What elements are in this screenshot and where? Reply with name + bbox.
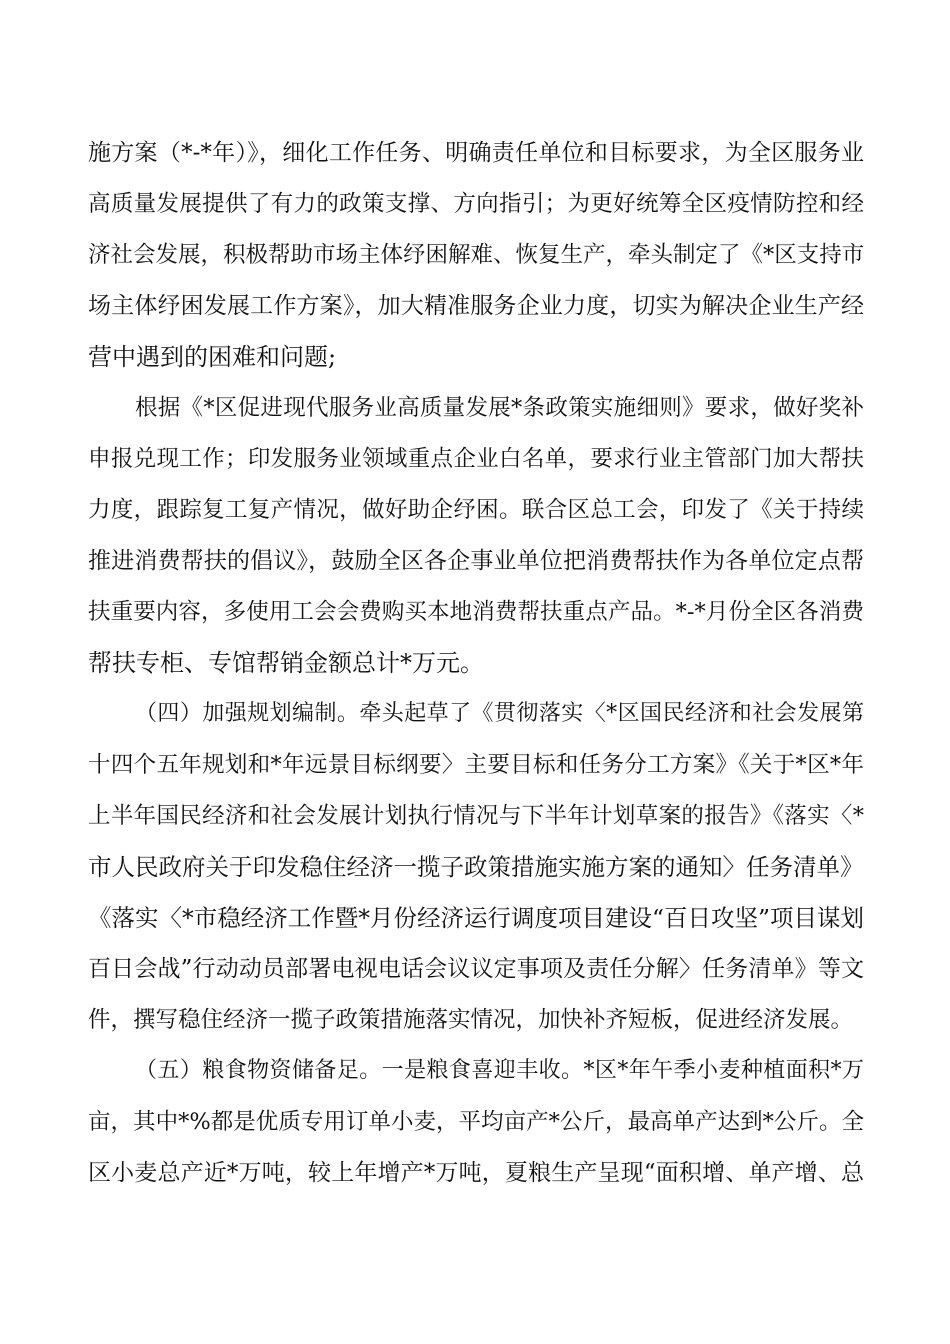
paragraph-first-line: （五）粮食物资储备足。一是粮食喜迎丰收。*区*年午季小麦种植面积*万 xyxy=(135,1058,864,1083)
text-line: 件，撰写稳住经济一揽子政策措施落实情况，加快补齐短板，促进经济发展。 xyxy=(88,1007,854,1033)
text-line: 十四个五年规划和*年远景目标纲要〉主要目标和任务分工方案》《关于*区*年 xyxy=(88,752,864,778)
text-line: 推进消费帮扶的倡议》，鼓励全区各企事业单位把消费帮扶作为各单位定点帮 xyxy=(88,548,864,574)
text-line: 申报兑现工作；印发服务业领域重点企业白名单，要求行业主管部门加大帮扶 xyxy=(88,446,864,472)
text-line: 扶重要内容，多使用工会会费购买本地消费帮扶重点产品。*-*月份全区各消费 xyxy=(88,599,864,625)
text-line: 济社会发展，积极帮助市场主体纾困解难、恢复生产，牵头制定了《*区支持市 xyxy=(88,242,865,268)
text-line: 高质量发展提供了有力的政策支撑、方向指引；为更好统筹全区疫情防控和经 xyxy=(88,191,864,217)
text-line: 帮扶专柜、专馆帮销金额总计*万元。 xyxy=(88,649,484,677)
text-line: 亩，其中*%都是优质专用订单小麦，平均亩产*公斤，最高单产达到*公斤。全 xyxy=(88,1109,864,1135)
text-line: 百日会战”行动动员部署电视电话会议议定事项及责任分解〉任务清单》等文 xyxy=(88,956,864,982)
text-line: 区小麦总产近*万吨，较上年增产*万吨，夏粮生产呈现“面积增、单产增、总 xyxy=(88,1160,864,1186)
paragraph-first-line: 根据《*区促进现代服务业高质量发展*条政策实施细则》要求，做好奖补 xyxy=(135,395,864,421)
text-line: 市人民政府关于印发稳住经济一揽子政策措施实施方案的通知〉任务清单》 xyxy=(88,853,864,881)
text-line: 营中遇到的困难和问题; xyxy=(88,343,337,371)
text-line: 上半年国民经济和社会发展计划执行情况与下半年计划草案的报告》《落实〈* xyxy=(88,803,864,829)
text-line: 施方案（*-*年）》，细化工作任务、明确责任单位和目标要求，为全区服务业 xyxy=(88,140,864,166)
paragraph-first-line: （四）加强规划编制。牵头起草了《贯彻落实〈*区国民经济和社会发展第 xyxy=(135,701,864,726)
text-line: 《落实〈*市稳经济工作暨*月份经济运行调度项目建设“百日攻坚”项目谋划 xyxy=(88,904,865,932)
text-line: 场主体纾困发展工作方案》，加大精准服务企业力度，切实为解决企业生产经 xyxy=(88,293,864,319)
text-line: 力度，跟踪复工复产情况，做好助企纾困。联合区总工会，印发了《关于持续 xyxy=(88,497,864,523)
